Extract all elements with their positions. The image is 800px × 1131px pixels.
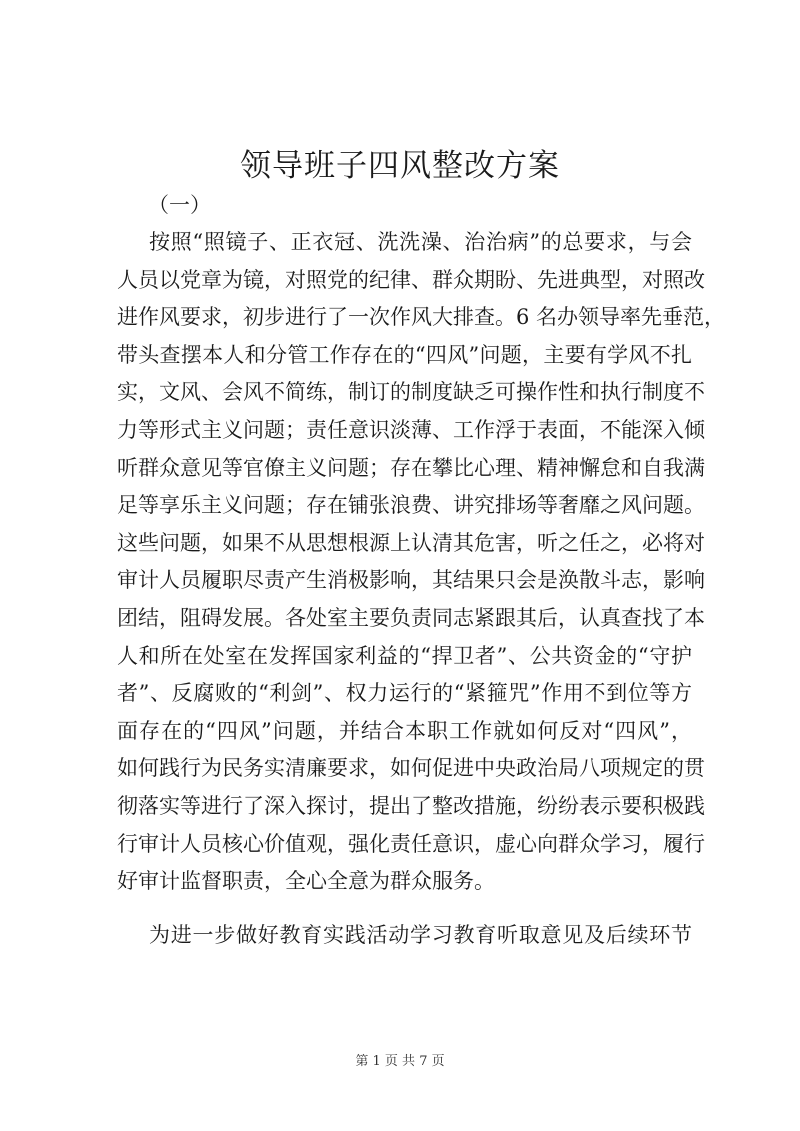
document-title: 领导班子四风整改方案	[240, 148, 560, 184]
page-indicator: 第 1 页 共 7 页	[355, 1054, 445, 1069]
paragraph-line: 听群众意见等官僚主义问题；存在攀比心理、精神懈怠和自我满	[117, 455, 705, 480]
paragraph-line: 实，文风、会风不简练，制订的制度缺乏可操作性和执行制度不	[117, 380, 705, 405]
paragraph-line: 进作风要求，初步进行了一次作风大排查。6 名办领导率先垂范，	[117, 305, 726, 330]
paragraph-line: 力等形式主义问题；责任意识淡薄、工作浮于表面，不能深入倾	[117, 417, 705, 442]
paragraph-2	[117, 917, 692, 955]
section-number: （一）	[148, 193, 211, 217]
paragraph-line: 如何践行为民务实清廉要求，如何促进中央政治局八项规定的贯	[117, 756, 705, 781]
paragraph-line: 人和所在处室在发挥国家利益的“捍卫者”、公共资金的“守护	[117, 643, 692, 668]
paragraph-line: 行审计人员核心价值观，强化责任意识，虚心向群众学习，履行	[117, 831, 705, 856]
page-footer	[0, 1050, 800, 1069]
paragraph-line: 者”、反腐败的“利剑”、权力运行的“紧箍咒”作用不到位等方	[117, 681, 692, 706]
paragraph-line: 这些问题，如果不从思想根源上认清其危害，听之任之，必将对	[117, 530, 705, 555]
paragraph-line: 审计人员履职尽责产生消极影响，其结果只会是涣散斗志，影响	[117, 568, 705, 593]
paragraph-line: 彻落实等进行了深入探讨，提出了整改措施，纷纷表示要积极践	[117, 793, 705, 818]
paragraph-line: 带头查摆本人和分管工作存在的“四风”问题，主要有学风不扎	[117, 342, 692, 367]
paragraph-line: 人员以党章为镜，对照党的纪律、群众期盼、先进典型，对照改	[117, 267, 705, 292]
paragraph-line: 团结，阻碍发展。各处室主要负责同志紧跟其后，认真查找了本	[117, 605, 705, 630]
paragraph-line: 按照“照镜子、正衣冠、洗洗澡、治治病”的总要求，与会	[149, 230, 692, 254]
body-text	[117, 224, 726, 954]
paragraph-spacer	[117, 901, 692, 917]
paragraph-line: 足等享乐主义问题；存在铺张浪费、讲究排场等奢靡之风问题。	[117, 493, 705, 518]
paragraph-line: 好审计监督职责，全心全意为群众服务。	[117, 869, 495, 894]
paragraph-1	[117, 224, 726, 901]
paragraph-line: 为进一步做好教育实践活动学习教育听取意见及后续环节	[149, 922, 692, 947]
paragraph-line: 面存在的“四风”问题，并结合本职工作就如何反对“四风”，	[117, 718, 692, 743]
